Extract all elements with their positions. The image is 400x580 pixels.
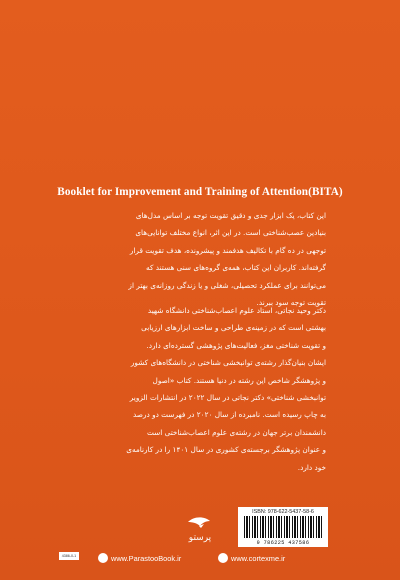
small-code: 4386-0-1	[61, 554, 77, 558]
globe-icon	[98, 553, 108, 563]
paragraph-line: توجهی در ده گام با تکالیف هدفمند و پیشرونده، هدف تقویت قرار	[129, 245, 326, 255]
website-cortexme-text: www.cortexme.ir	[231, 553, 286, 563]
bird-logo-icon	[182, 512, 218, 544]
paragraph-line: دکتر وحید نجاتی، استاد علوم اعصاب‌شناختی دانشگاه شهید	[147, 306, 326, 315]
paragraph-line: و پژوهشگر شاخص این رشته در دنیا هستند. کتاب «اصول	[152, 375, 326, 385]
paragraph-line: این کتاب، یک ابزار جدی و دقیق تقویت توجه بر اساس مدل‌های	[135, 211, 326, 220]
website-cortexme	[218, 553, 285, 563]
paragraph-line: می‌توانند برای عملکرد تحصیلی، شغلی و یا زندگی روزانه‌ی بهتر از	[128, 280, 326, 290]
paragraph-line: بنیادین عصب‌شناختی است. در این اثر، انواع مختلف توانایی‌های	[135, 228, 326, 238]
description-paragraph	[86, 207, 326, 311]
paragraph-line: گرفته‌اند. کاربران این کتاب، همه‌ی گروه‌های سنی هستند که	[146, 263, 326, 273]
isbn-barcode	[238, 507, 328, 547]
paragraph-line: بهشتی است که در زمینه‌ی طراحی و ساخت ابزارهای ارزیابی	[141, 323, 326, 333]
paragraph-line: خود دارد.	[297, 462, 326, 472]
paragraph-line: دانشمندان برتر جهان در رشته‌ی علوم اعصاب‌شناختی است	[147, 427, 326, 437]
publisher-logo	[182, 512, 218, 544]
paragraph-line: تقویت توجه سود ببرند.	[256, 298, 326, 308]
barcode-number: 9 786225 437586	[256, 540, 310, 546]
english-title: Booklet for Improvement and Training of Attention(BITA)	[57, 186, 343, 198]
barcode	[244, 516, 322, 538]
paragraph-line: و عنوان پژوهشگر برجسته‌ی کشوری در سال ۱۴۰۱ را در کارنامه‌ی	[126, 445, 326, 455]
isbn-label: ISBN: 978-622-5437-58-6	[252, 509, 314, 515]
paragraph-line: و تقویت شناختی مغز، فعالیت‌های پژوهشی گسترده‌ای دارد.	[146, 340, 326, 350]
paragraph-line: به چاپ رسیده است. نامبرده از سال ۲۰۲۰ در فهرست دو درصد	[132, 410, 326, 420]
paragraph-line: توانبخشی شناختی» دکتر نجاتی در سال ۲۰۲۲ در انتشارات الزویر	[129, 393, 326, 403]
website-parastoo	[98, 553, 181, 563]
globe-icon	[218, 553, 228, 563]
author-bio-paragraph	[86, 302, 326, 476]
website-parastoo-text: www.ParastooBook.ir	[111, 553, 182, 563]
logo-text: پرستو	[188, 533, 212, 543]
paragraph-line: ایشان بنیان‌گذار رشته‌ی توانبخشی شناختی در دانشگاه‌های کشور	[130, 358, 326, 368]
bottom-websites	[0, 549, 400, 569]
